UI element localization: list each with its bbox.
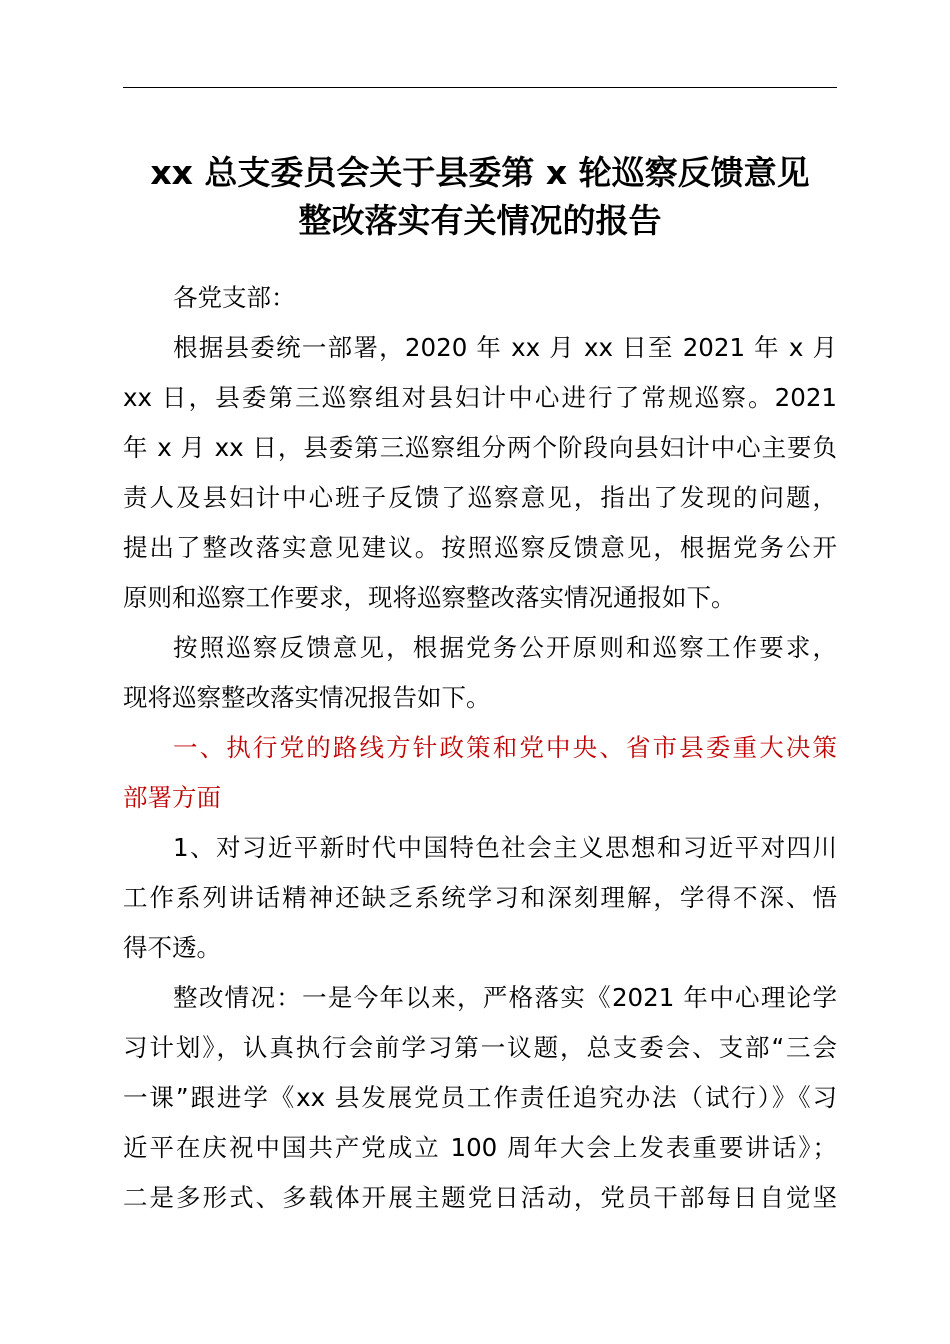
header-rule (123, 87, 837, 88)
para2-line: 现将巡察整改落实情况报告如下。 (123, 683, 491, 712)
section-heading-1-cont: 部署方面 (123, 783, 221, 812)
para1-line: xx 日，县委第三巡察组对县妇计中心进行了常规巡察。2021 (123, 383, 837, 412)
item1-line: 得不透。 (123, 933, 221, 962)
rectification-line: 习计划》，认真执行会前学习第一议题，总支委会、支部“三会 (123, 1033, 837, 1062)
rectification-line: 二是多形式、多载体开展主题党日活动，党员干部每日自觉坚 (123, 1183, 837, 1212)
para1-line: 根据县委统一部署，2020 年 xx 月 xx 日至 2021 年 x 月 (173, 333, 837, 362)
document-title-line-1: xx 总支委员会关于县委第 x 轮巡察反馈意见 (150, 153, 810, 192)
para1-line: 责人及县妇计中心班子反馈了巡察意见，指出了发现的问题， (123, 483, 837, 512)
section-heading-1: 一、执行党的路线方针政策和党中央、省市县委重大决策 (173, 733, 837, 762)
item1-line: 工作系列讲话精神还缺乏系统学习和深刻理解，学得不深、悟 (123, 883, 837, 912)
document-title-line-2: 整改落实有关情况的报告 (298, 201, 662, 240)
para1-line: 提出了整改落实意见建议。按照巡察反馈意见，根据党务公开 (123, 533, 837, 562)
item1-line: 1、对习近平新时代中国特色社会主义思想和习近平对四川 (173, 833, 837, 862)
para1-line: 年 x 月 xx 日，县委第三巡察组分两个阶段向县妇计中心主要负 (123, 433, 837, 462)
salutation: 各党支部： (173, 283, 296, 312)
para2-line: 按照巡察反馈意见，根据党务公开原则和巡察工作要求， (173, 633, 837, 662)
rectification-line: 一课”跟进学《xx 县发展党员工作责任追究办法（试行）》《习 (123, 1083, 837, 1112)
para1-line: 原则和巡察工作要求，现将巡察整改落实情况通报如下。 (123, 583, 736, 612)
rectification-line: 近平在庆祝中国共产党成立 100 周年大会上发表重要讲话》； (123, 1133, 837, 1162)
rectification-line: 整改情况：一是今年以来，严格落实《2021 年中心理论学 (173, 983, 837, 1012)
